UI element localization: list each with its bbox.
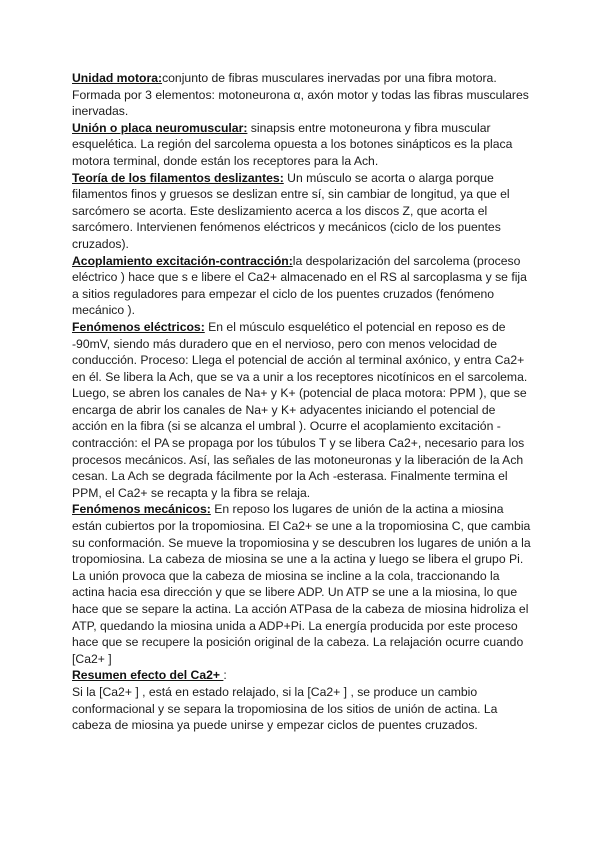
heading-unidad-motora: Unidad motora:: [72, 71, 163, 85]
heading-fenomenos-electricos: Fenómenos eléctricos:: [72, 319, 205, 334]
document-page: [72, 70, 534, 734]
paragraph-resumen-ca: [72, 667, 534, 684]
paragraph-fenomenos-electricos: [72, 319, 534, 502]
heading-acoplamiento: Acoplamiento excitación-contracción:: [72, 253, 293, 268]
body-union-placa: sinapsis entre motoneurona y fibra muscular esquelética. La región del sarcolema opuesta a los botones sinápticos es la placa motora terminal, donde están los receptores para la Ach.: [72, 120, 513, 168]
heading-fenomenos-mecanicos: Fenómenos mecánicos:: [72, 502, 211, 517]
paragraph-teoria-filamentos: [72, 170, 534, 253]
body-acoplamiento: la despolarización del sarcolema (proceso eléctrico ) hace que s e libere el Ca2+ almacenado en el RS al sarcoplasma y se fija a sitios reguladores para empezar el ciclo de los puentes cruzados (fenómeno mecánico ).: [72, 253, 527, 318]
heading-teoria-filamentos: Teoría de los filamentos deslizantes:: [72, 170, 284, 185]
heading-resumen-ca: Resumen efecto del Ca2+: [72, 668, 224, 683]
paragraph-union-placa: [72, 120, 534, 170]
paragraph-unidad-motora: [72, 70, 534, 120]
body-resumen-ca-colon: :: [223, 668, 227, 683]
paragraph-resumen-text: [72, 684, 534, 734]
body-fenomenos-mecanicos: En reposo los lugares de unión de la actina a miosina están cubiertos por la tropomiosina. El Ca2+ se une a la tropomiosina C, que cambia su conformación. Se mueve la tropomiosina y se descubren los lugares de unión a la tropomiosina. La cabeza de miosina se une a la actina y luego se libera el grupo Pi. La unión provoca que la cabeza de miosina se incline a la cola, traccionando la actina hacia esa dirección y que se libere ADP. Un ATP se une a la miosina, lo que hace que se separe la actina. La acción ATPasa de la cabeza de miosina hidroliza el ATP, quedando la miosina unida a ADP+Pi. La energía producida por este proceso hace que se recupere la posición original de la cabeza. La relajación ocurre cuando [Ca2+ ]: [72, 502, 531, 666]
body-teoria-filamentos: Un músculo se acorta o alarga porque filamentos finos y gruesos se deslizan entre sí, sin cambiar de longitud, ya que el sarcómero se acorta. Este deslizamiento acerca a los discos Z, que acorta el sarcómero. Intervienen fenómenos eléctricos y mecánicos (ciclo de los puentes cruzados).: [72, 170, 510, 251]
paragraph-fenomenos-mecanicos: [72, 501, 534, 667]
heading-union-placa: Unión o placa neuromuscular:: [72, 120, 248, 135]
body-fenomenos-electricos: En el músculo esquelético el potencial en reposo es de -90mV, siendo más duradero que en el nervioso, pero con menos velocidad de conducción. Proceso: Llega el potencial de acción al terminal axónico, y entra Ca2+ en él. Se libera la Ach, que se va a unir a los receptores nicotínicos en el sarcolema. Luego, se abren los canales de Na+ y K+ (potencial de placa motora: PPM ), que se encarga de abrir los canales de Na+ y K+ adyacentes iniciando el potencial de acción en la fibra (si se alcanza el umbral ). Ocurre el acoplamiento excitación -contracción: el PA se propaga por los túbulos T y se libera Ca2+, necesario para los procesos mecánicos. Así, las señales de las motoneuronas y la liberación de la Ach cesan. La Ach se degrada fácilmente por la Ach -esterasa. Finalmente termina el PPM, el Ca2+ se recapta y la fibra se relaja.: [72, 319, 528, 500]
body-resumen-text: Si la [Ca2+ ] , está en estado relajado, si la [Ca2+ ] , se produce un cambio conformacional y se separa la tropomiosina de los sitios de unión de actina. La cabeza de miosina ya puede unirse y empezar ciclos de puentes cruzados.: [72, 684, 498, 733]
body-unidad-motora: conjunto de fibras musculares inervadas por una fibra motora. Formada por 3 elementos: motoneurona α, axón motor y todas las fibras musculares inervadas.: [72, 71, 529, 119]
paragraph-acoplamiento: [72, 253, 534, 319]
